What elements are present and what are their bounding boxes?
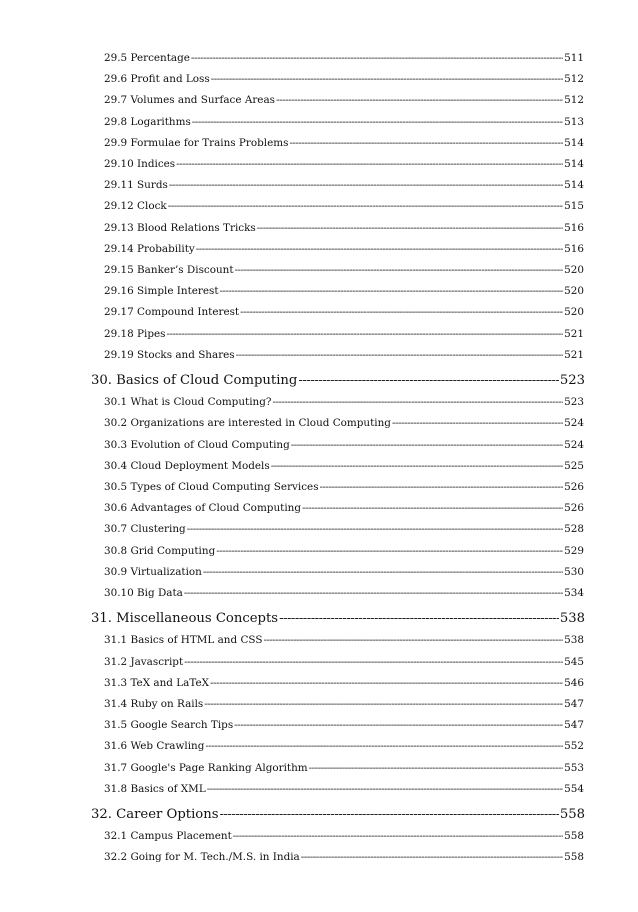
- toc-entry-title: 29.5 Percentage: [104, 52, 190, 64]
- toc-entry-title: 31.1 Basics of HTML and CSS: [104, 634, 263, 647]
- toc-entry-page-number: 514: [564, 179, 584, 192]
- toc-section-entry[interactable]: [104, 328, 584, 343]
- toc-section-entry[interactable]: [104, 158, 584, 173]
- toc-entry-page-number: 514: [564, 136, 584, 149]
- toc-entry-title: 30.6 Advantages of Cloud Computing: [104, 502, 301, 515]
- toc-entry-page-number: 524: [564, 417, 584, 430]
- toc-entry-title: 29.6 Profit and Loss: [104, 73, 210, 86]
- toc-chapter-entry[interactable]: [91, 373, 585, 391]
- dot-leader: [298, 373, 558, 388]
- dot-leader: [184, 656, 563, 668]
- toc-section-entry[interactable]: [104, 417, 584, 432]
- toc-entry-page-number: 558: [564, 830, 584, 843]
- dot-leader: [191, 52, 563, 64]
- toc-section-entry[interactable]: [104, 200, 584, 215]
- toc-entry-title: 32. Career Options: [91, 807, 219, 822]
- toc-entry-page-number: 520: [564, 264, 584, 276]
- toc-entry-page-number: 526: [564, 481, 584, 493]
- toc-entry-page-number: 516: [564, 221, 584, 234]
- toc-entry-title: 30.8 Grid Computing: [104, 544, 216, 557]
- dot-leader: [168, 200, 563, 212]
- toc-entry-title: 29.9 Formulae for Trains Problems: [104, 136, 289, 149]
- toc-entry-page-number: 520: [564, 306, 584, 319]
- dot-leader: [271, 460, 563, 472]
- toc-entry-page-number: 526: [564, 502, 584, 515]
- toc-entry-page-number: 511: [564, 52, 584, 64]
- toc-section-entry[interactable]: [104, 656, 584, 671]
- toc-entry-title: 31.4 Ruby on Rails: [104, 698, 204, 710]
- toc-section-entry[interactable]: [104, 783, 584, 798]
- toc-section-entry[interactable]: [104, 502, 584, 517]
- toc-section-entry[interactable]: [104, 116, 584, 131]
- dot-leader: [234, 719, 563, 731]
- dot-leader: [169, 179, 563, 191]
- toc-entry-title: 29.11 Surds: [104, 179, 168, 192]
- toc-entry-page-number: 514: [564, 158, 584, 170]
- toc-entry-page-number: 547: [564, 698, 584, 710]
- toc-entry-title: 30.7 Clustering: [104, 523, 186, 536]
- toc-chapter-entry[interactable]: [91, 807, 585, 825]
- toc-entry-page-number: 538: [564, 634, 584, 647]
- toc-section-entry[interactable]: [104, 481, 584, 496]
- toc-section-entry[interactable]: [104, 830, 584, 845]
- toc-section-entry[interactable]: [104, 243, 584, 258]
- toc-section-entry[interactable]: [104, 634, 584, 649]
- dot-leader: [233, 830, 563, 842]
- toc-entry-title: 31. Miscellaneous Concepts: [91, 611, 279, 627]
- toc-section-entry[interactable]: [104, 545, 584, 560]
- toc-entry-title: 30.1 What is Cloud Computing?: [104, 396, 272, 409]
- toc-entry-page-number: 523: [559, 373, 585, 388]
- toc-section-entry[interactable]: [104, 762, 584, 777]
- toc-entry-page-number: 520: [564, 285, 584, 298]
- toc-section-entry[interactable]: [104, 222, 584, 237]
- toc-entry-page-number: 534: [564, 587, 584, 599]
- toc-section-entry[interactable]: [104, 264, 584, 279]
- dot-leader: [276, 94, 563, 106]
- toc-entry-title: 29.18 Pipes: [104, 327, 166, 340]
- toc-entry-title: 30.9 Virtualization: [104, 565, 202, 578]
- toc-entry-page-number: 513: [564, 115, 584, 128]
- dot-leader: [263, 634, 563, 646]
- toc-entry-title: 31.6 Web Crawling: [104, 740, 205, 753]
- dot-leader: [309, 762, 564, 774]
- toc-section-entry[interactable]: [104, 740, 584, 755]
- toc-entry-title: 30. Basics of Cloud Computing: [91, 373, 298, 388]
- dot-leader: [167, 328, 564, 340]
- dot-leader: [203, 566, 563, 578]
- toc-entry-title: 32.1 Campus Placement: [104, 830, 232, 843]
- toc-entry-title: 29.14 Probability: [104, 242, 195, 255]
- toc-entry-title: 29.10 Indices: [104, 158, 176, 170]
- toc-chapter-entry[interactable]: [91, 611, 585, 629]
- toc-section-entry[interactable]: [104, 566, 584, 581]
- dot-leader: [257, 222, 563, 234]
- toc-section-entry[interactable]: [104, 677, 584, 692]
- dot-leader: [279, 611, 559, 626]
- toc-entry-page-number: 524: [564, 438, 584, 451]
- toc-entry-page-number: 528: [564, 523, 584, 536]
- dot-leader: [204, 698, 563, 710]
- dot-leader: [211, 73, 563, 85]
- toc-entry-page-number: 547: [564, 719, 584, 732]
- toc-section-entry[interactable]: [104, 851, 584, 866]
- toc-section-entry[interactable]: [104, 137, 584, 152]
- dot-leader: [205, 740, 563, 752]
- dot-leader: [240, 306, 563, 318]
- dot-leader: [220, 285, 564, 297]
- toc-entry-page-number: 558: [559, 807, 585, 822]
- toc-entry-page-number: 525: [564, 459, 584, 472]
- dot-leader: [236, 349, 564, 361]
- toc-entry-title: 30.3 Evolution of Cloud Computing: [104, 438, 290, 451]
- toc-entry-title: 30.5 Types of Cloud Computing Services: [104, 481, 319, 493]
- toc-entry-title: 29.19 Stocks and Shares: [104, 348, 235, 361]
- dot-leader: [196, 243, 563, 255]
- dot-leader: [289, 137, 563, 149]
- dot-leader: [392, 417, 563, 429]
- toc-entry-title: 29.15 Banker’s Discount: [104, 264, 234, 276]
- toc-section-entry[interactable]: [104, 94, 584, 109]
- toc-section-entry[interactable]: [104, 179, 584, 194]
- toc-entry-title: 30.10 Big Data: [104, 587, 183, 599]
- toc-entry-title: 31.8 Basics of XML: [104, 782, 206, 795]
- toc-section-entry[interactable]: [104, 349, 584, 364]
- dot-leader: [216, 545, 563, 557]
- toc-entry-title: 31.7 Google's Page Ranking Algorithm: [104, 761, 308, 774]
- toc-entry-title: 29.13 Blood Relations Tricks: [104, 221, 256, 234]
- toc-entry-page-number: 538: [559, 611, 585, 627]
- dot-leader: [192, 116, 563, 128]
- dot-leader: [220, 807, 559, 822]
- toc-section-entry[interactable]: [104, 306, 584, 321]
- toc-entry-page-number: 554: [564, 782, 584, 795]
- toc-entry-title: 29.7 Volumes and Surface Areas: [104, 94, 275, 107]
- toc-section-entry[interactable]: [104, 396, 584, 411]
- toc-entry-page-number: 512: [564, 73, 584, 86]
- toc-entry-page-number: 558: [564, 851, 584, 864]
- dot-leader: [291, 439, 563, 451]
- toc-entry-page-number: 546: [564, 676, 584, 689]
- toc-entry-title: 29.12 Clock: [104, 200, 167, 213]
- dot-leader: [210, 677, 563, 689]
- toc-entry-title: 29.8 Logarithms: [104, 115, 191, 128]
- toc-section-entry[interactable]: [104, 439, 584, 454]
- dot-leader: [187, 523, 563, 535]
- dot-leader: [207, 783, 563, 795]
- toc-entry-page-number: 529: [564, 544, 584, 557]
- toc-entry-title: 31.2 Javascript: [104, 655, 184, 668]
- toc-section-entry[interactable]: [104, 73, 584, 88]
- toc-entry-page-number: 545: [564, 655, 584, 668]
- toc-entry-page-number: 553: [564, 761, 584, 774]
- toc-section-entry[interactable]: [104, 719, 584, 734]
- toc-entry-title: 30.2 Organizations are interested in Cloud Computing: [104, 417, 391, 430]
- toc-entry-title: 31.5 Google Search Tips: [104, 719, 234, 732]
- dot-leader: [235, 264, 564, 276]
- toc-section-entry[interactable]: [104, 698, 584, 713]
- toc-entry-title: 29.17 Compound Interest: [104, 306, 240, 319]
- toc-entry-page-number: 523: [564, 396, 584, 409]
- toc-entry-page-number: 515: [564, 200, 584, 213]
- toc-entry-title: 31.3 TeX and LaTeX: [104, 676, 210, 689]
- toc-section-entry[interactable]: [104, 523, 584, 538]
- dot-leader: [320, 481, 564, 493]
- toc-entry-page-number: 512: [564, 94, 584, 107]
- dot-leader: [184, 587, 563, 599]
- toc-section-entry[interactable]: [104, 587, 584, 602]
- dot-leader: [272, 396, 563, 408]
- toc-entry-title: 32.2 Going for M. Tech./M.S. in India: [104, 851, 300, 864]
- toc-section-entry[interactable]: [104, 52, 584, 67]
- toc-entry-page-number: 521: [564, 327, 584, 340]
- toc-section-entry[interactable]: [104, 285, 584, 300]
- toc-entry-title: 29.16 Simple Interest: [104, 285, 219, 298]
- dot-leader: [302, 502, 563, 514]
- dot-leader: [301, 851, 563, 863]
- dot-leader: [176, 158, 563, 170]
- toc-entry-title: 30.4 Cloud Deployment Models: [104, 459, 270, 472]
- toc-entry-page-number: 530: [564, 565, 584, 578]
- toc-entry-page-number: 521: [564, 348, 584, 361]
- toc-entry-page-number: 552: [564, 740, 584, 753]
- toc-section-entry[interactable]: [104, 460, 584, 475]
- toc-entry-page-number: 516: [564, 242, 584, 255]
